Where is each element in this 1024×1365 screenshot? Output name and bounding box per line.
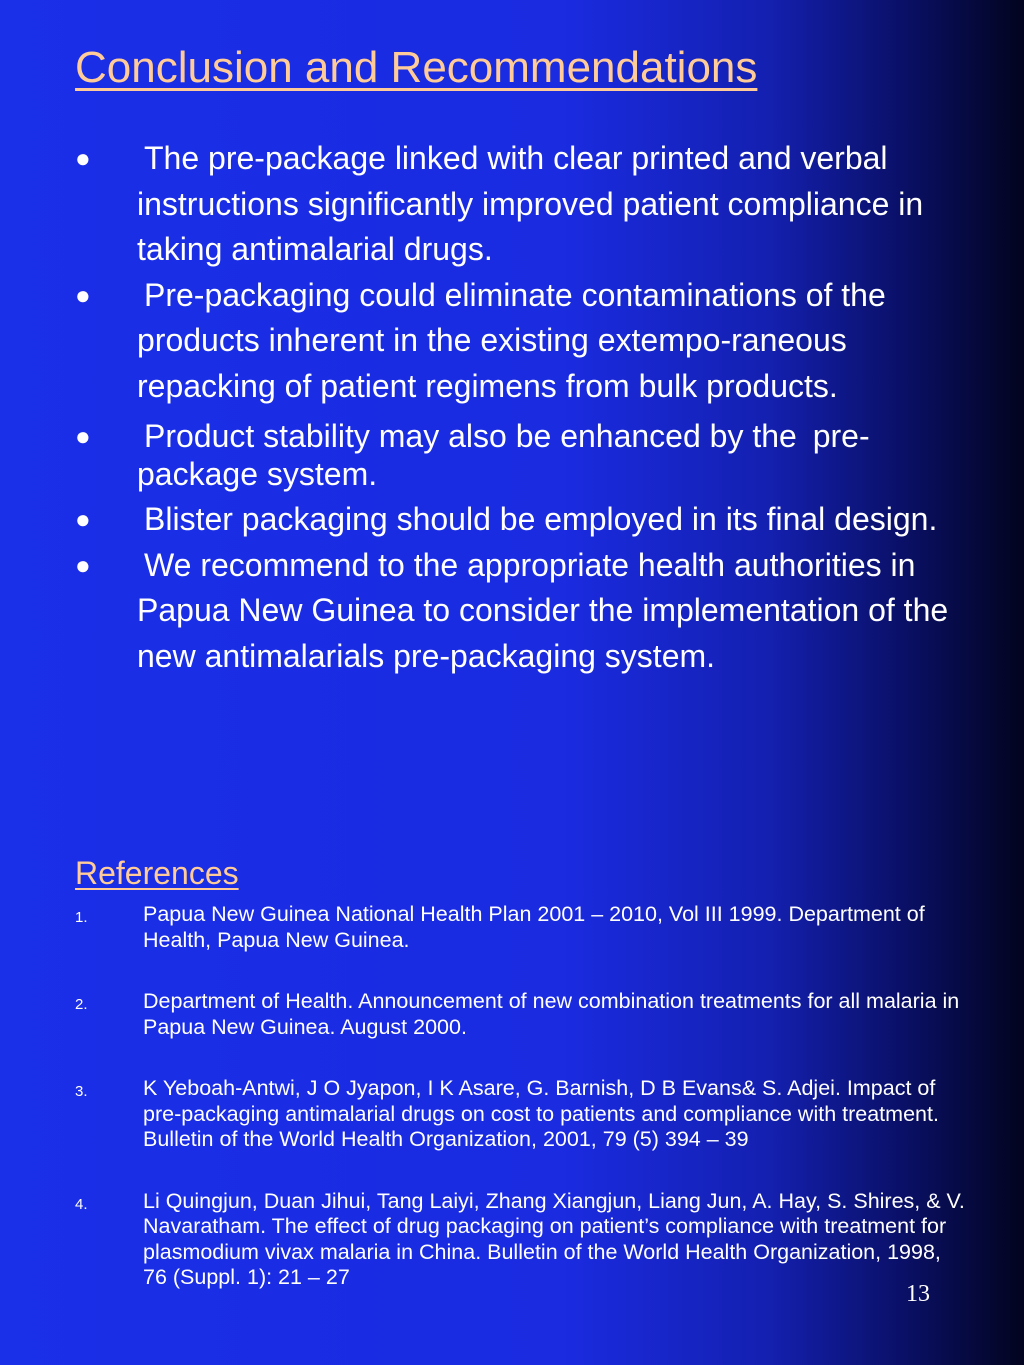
reference-item <box>75 902 965 953</box>
bullet-text-rest: pre- package system. <box>137 418 870 492</box>
references-heading: References <box>75 855 239 891</box>
bullet-item <box>75 417 965 493</box>
bullet-text-rest: verbal instructions significantly improved patient compliance in taking antimalarial drugs. <box>137 140 924 267</box>
slide-title: Conclusion and Recommendations <box>75 43 758 92</box>
bullet-icon: ● <box>75 143 91 173</box>
bullet-text-rest: the products inherent in the existing extempo-raneous repacking of patient regimens from bulk products. <box>137 276 886 404</box>
reference-text: Papua New Guinea National Health Plan 2001 – 2010, Vol III 1999. Department of Health, Papua New Guinea. <box>143 902 925 952</box>
bullet-text-start: The pre-package linked with clear printed and <box>144 140 792 176</box>
bullet-icon: ● <box>75 279 91 310</box>
bullet-item <box>75 273 965 410</box>
bullet-text-rest: authorities in Papua New Guinea to consider the implementation of the new antimalarials pre-packaging system. <box>137 546 949 674</box>
bullet-icon: ● <box>75 549 91 580</box>
reference-text: K Yeboah-Antwi, J O Jyapon, I K Asare, G. Barnish, D B Evans& S. Adjei. Impact of pre-packaging antimalarial drugs on cost to patients and compliance with treatment. Bulletin of the World Health Organization, 2001, 79 (5) 394 – 39 <box>143 1076 939 1151</box>
reference-item <box>75 1189 965 1291</box>
page-number: 13 <box>906 1281 930 1307</box>
conclusion-bullet-list <box>75 136 965 679</box>
reference-item <box>75 989 965 1040</box>
bullet-item <box>75 543 965 680</box>
bullet-item <box>75 497 965 543</box>
bullet-icon: ● <box>75 504 91 534</box>
reference-number: 3. <box>75 1083 88 1100</box>
reference-text: Department of Health. Announcement of new combination treatments for all malaria in Papua New Guinea. August 2000. <box>143 989 960 1039</box>
bullet-item <box>75 136 965 273</box>
reference-item <box>75 1076 965 1153</box>
bullet-icon: ● <box>75 421 91 451</box>
reference-number: 2. <box>75 996 88 1013</box>
reference-text: Li Quingjun, Duan Jihui, Tang Laiyi, Zhang Xiangjun, Liang Jun, A. Hay, S. Shires, & V. Navaratham. The effect of drug packaging on patient’s compliance with treatment for plasmodium vivax malaria in China. Bulletin of the World Health Organization, 1998, 76 (Suppl. 1): 21 – 27 <box>143 1188 965 1289</box>
bullet-text-start: Blister packaging should be employed in its final <box>144 501 826 537</box>
reference-number: 4. <box>75 1195 88 1213</box>
bullet-text-rest: design. <box>834 501 938 537</box>
bullet-text-start: We recommend to the appropriate health <box>144 546 726 583</box>
bullet-text-start: Pre-packaging could eliminate contaminations of <box>144 276 833 313</box>
bullet-text-start: Product stability may also be enhanced by the <box>144 418 797 454</box>
references-list <box>75 902 965 1327</box>
reference-number: 1. <box>75 909 88 926</box>
